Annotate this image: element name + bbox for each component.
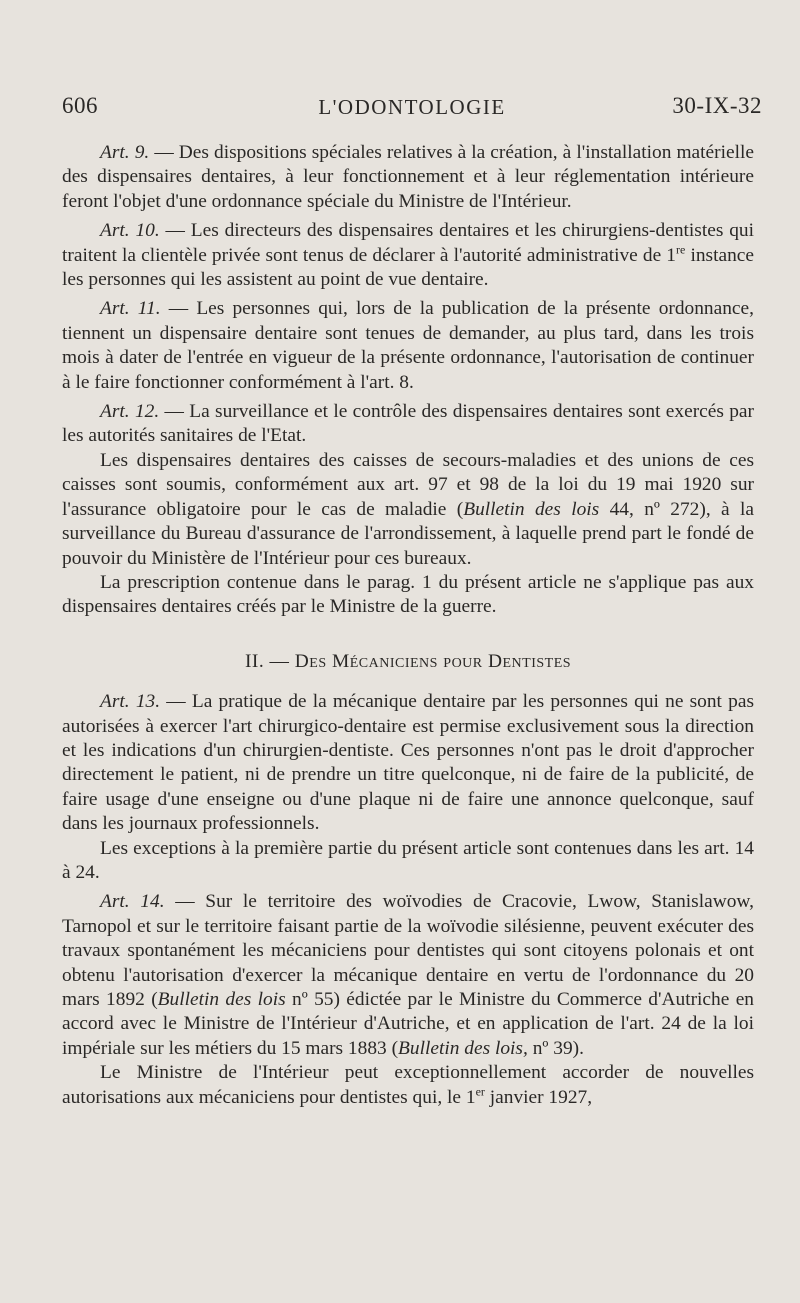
article-12-paragraph-2 xyxy=(62,449,754,571)
article-text: — Sur le territoire des woïvodies de Cracovie, Lwow, Stanislawow, Tarnopol et sur le territoire faisant partie de la woïvodie silésienne, peuvent exécuter des travaux spontanément les mécaniciens pour dentistes qui sont citoyens polonais et ont obtenu l'autorisation d'exercer la mécanique dentaire en vertu de l'ordonnance du 20 mars 1892 ( xyxy=(62,891,754,1010)
article-14-paragraph-2 xyxy=(62,1061,754,1110)
article-text: nº 55) édictée par le Ministre du Commerce d'Autriche en accord avec le Ministre de l'Intérieur d'Autriche, et en application de l'art. 24 de la loi impériale sur les métiers du 15 mars 1883 ( xyxy=(62,989,754,1059)
reference: Bulletin des lois xyxy=(157,989,286,1010)
article-label: Art. 13. xyxy=(100,691,161,713)
article-text: — Des dispositions spéciales relatives à la création, à l'installation matérielle des dispensaires dentaires, à leur fonctionnement et à leur réglementation intérieure feront l'objet d'une ordonnance spéciale du Ministre de l'Intérieur. xyxy=(62,142,754,212)
article-text: Les dispensaires dentaires des caisses de secours-maladies et des unions de ces caisses sont soumis, conformément aux art. 97 et 98 de la loi du 19 mai 1920 sur l'assurance obligatoire pour le cas de maladie ( xyxy=(62,449,754,520)
article-12-paragraph-3: La prescription contenue dans le parag. 1 du présent article ne s'applique pas aux dispensaires dentaires créés par le Ministre de la guerre. xyxy=(62,571,754,618)
article-text: 44, nº 272), à la surveillance du Bureau d'assurance de l'arrondissement, à laquelle prend part le fondé de pouvoir du Ministère de l'Intérieur pour ces bureaux. xyxy=(62,498,754,569)
article-label: Art. 10. xyxy=(100,220,160,242)
reference: Bulletin des lois, xyxy=(398,1037,528,1059)
article-9 xyxy=(62,141,754,214)
issue-date: 30-IX-32 xyxy=(672,93,762,118)
article-10 xyxy=(62,219,754,292)
article-11 xyxy=(62,297,754,395)
article-text: janvier 1927, xyxy=(484,1086,593,1108)
article-text: Le Ministre de l'Intérieur peut exceptionnellement accorder de nouvelles autorisations aux mécaniciens pour dentistes qui, le 1 xyxy=(62,1062,754,1108)
article-text: — La surveillance et le contrôle des dispensaires dentaires sont exercés par les autorités sanitaires de l'Etat. xyxy=(62,401,755,447)
superscript: re xyxy=(676,242,686,257)
section-heading: II. — Des Mécaniciens pour Dentistes xyxy=(244,650,572,672)
article-text: — La pratique de la mécanique dentaire par les personnes qui ne sont pas autorisées à exercer l'art chirurgico-dentaire est permise exclusivement sous la direction et les indications d'un chirurgien-dentiste. Ces personnes n'ont pas le droit d'approcher directement le patient, ni de prendre un titre quelconque, ni de faire de la publicité, de faire usage d'une enseigne ou d'une plaque ni de faire une annonce quelconque, sauf dans les journaux professionnels. xyxy=(62,691,754,835)
article-13-paragraph-2: Les exceptions à la première partie du présent article sont contenues dans les art. 14 à 24. xyxy=(62,837,754,883)
article-12 xyxy=(62,400,754,449)
article-label: Art. 11. xyxy=(100,298,161,320)
article-label: Art. 9. xyxy=(100,142,150,163)
article-label: Art. 12. xyxy=(100,401,160,423)
superscript: er xyxy=(475,1084,485,1099)
article-text: — Les personnes qui, lors de la publication de la présente ordonnance, tiennent un dispensaire dentaire sont tenues de demander, au plus tard, dans les trois mois à dater de l'entrée en vigueur de la présente ordonnance, l'autorisation de continuer à le faire fonctionner conformément à l'art. 8. xyxy=(62,298,754,393)
reference: Bulletin des lois xyxy=(463,498,600,520)
article-text: instance les personnes qui les assistent au point de vue dentaire. xyxy=(62,244,754,291)
article-text: nº 39). xyxy=(527,1037,584,1059)
page-number: 606 xyxy=(62,93,98,118)
page-header xyxy=(62,93,762,127)
article-14 xyxy=(62,890,754,1061)
article-label: Art. 14. xyxy=(100,891,165,913)
page-body xyxy=(62,141,754,1110)
article-13 xyxy=(62,690,754,836)
article-text: — Les directeurs des dispensaires dentaires et les chirurgiens-dentistes qui traitent la clientèle privée sont tenus de déclarer à l'autorité administrative de 1 xyxy=(62,220,754,266)
journal-title: L'ODONTOLOGIE xyxy=(318,95,506,119)
